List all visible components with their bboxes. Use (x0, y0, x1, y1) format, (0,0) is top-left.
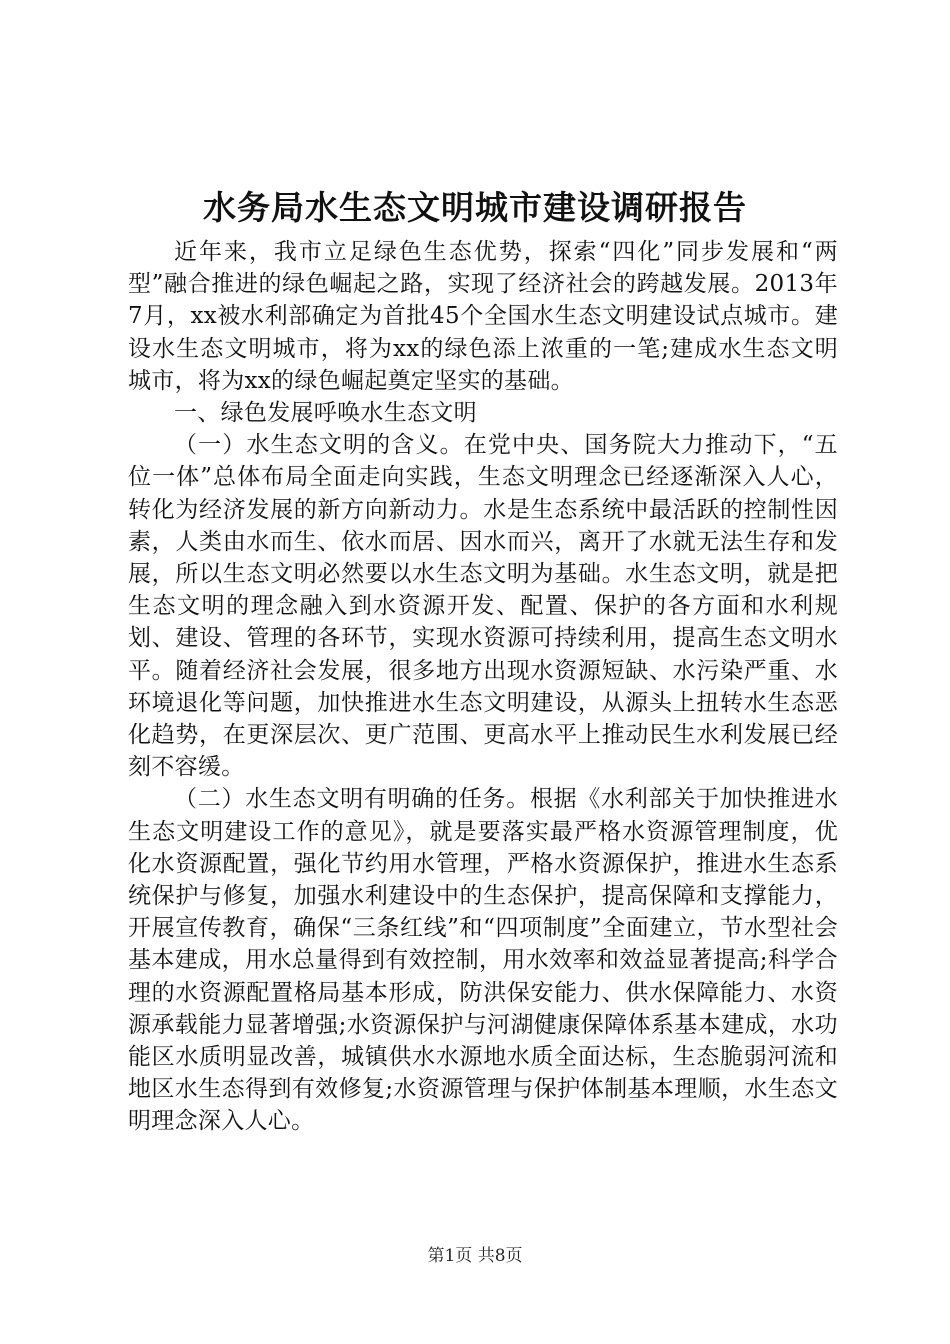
intro-paragraph: 近年来，我市立足绿色生态优势，探索“四化”同步发展和“两型”融合推进的绿色崛起之路，实现了经济社会的跨越发展。2013年7月，xx被水利部确定为首批45个全国水生态文明建设试点城市。建设水生态文明城市，将为xx的绿色添上浓重的一笔;建成水生态文明城市，将为xx的绿色崛起奠定坚实的基础。 (128, 239, 838, 394)
page-footer: 第1页 共8页 (427, 1246, 523, 1266)
section-heading: 一、绿色发展呼唤水生态文明 (174, 400, 477, 427)
document-body (128, 236, 838, 1138)
document-title: 水务局水生态文明城市建设调研报告 (203, 188, 747, 227)
subsection-paragraph-2: （二）水生态文明有明确的任务。根据《水利部关于加快推进水生态文明建设工作的意见》，就是要落实最严格水资源管理制度，优化水资源配置，强化节约用水管理，严格水资源保护，推进水生态系统保护与修复，加强水利建设中的生态保护，提高保障和支撑能力，开展宣传教育，确保“三条红线”和“四项制度”全面建立，节水型社会基本建成，用水总量得到有效控制，用水效率和效益显著提高;科学合理的水资源配置格局基本形成，防洪保安能力、供水保障能力、水资源承载能力显著增强;水资源保护与河湖健康保障体系基本建成，水功能区水质明显改善，城镇供水水源地水质全面达标，生态脆弱河流和地区水生态得到有效修复;水资源管理与保护体制基本理顺，水生态文明理念深入人心。 (128, 786, 838, 1135)
subsection-paragraph-1: （一）水生态文明的含义。在党中央、国务院大力推动下，“五位一体”总体布局全面走向实践，生态文明理念已经逐渐深入人心，转化为经济发展的新方向新动力。水是生态系统中最活跃的控制性因素，人类由水而生、依水而居、因水而兴，离开了水就无法生存和发展，所以生态文明必然要以水生态文明为基础。水生态文明，就是把生态文明的理念融入到水资源开发、配置、保护的各方面和水利规划、建设、管理的各环节，实现水资源可持续利用，提高生态文明水平。随着经济社会发展，很多地方出现水资源短缺、水污染严重、水环境退化等问题，加快推进水生态文明建设，从源头上扭转水生态恶化趋势，在更深层次、更广范围、更高水平上推动民生水利发展已经刻不容缓。 (128, 432, 838, 781)
